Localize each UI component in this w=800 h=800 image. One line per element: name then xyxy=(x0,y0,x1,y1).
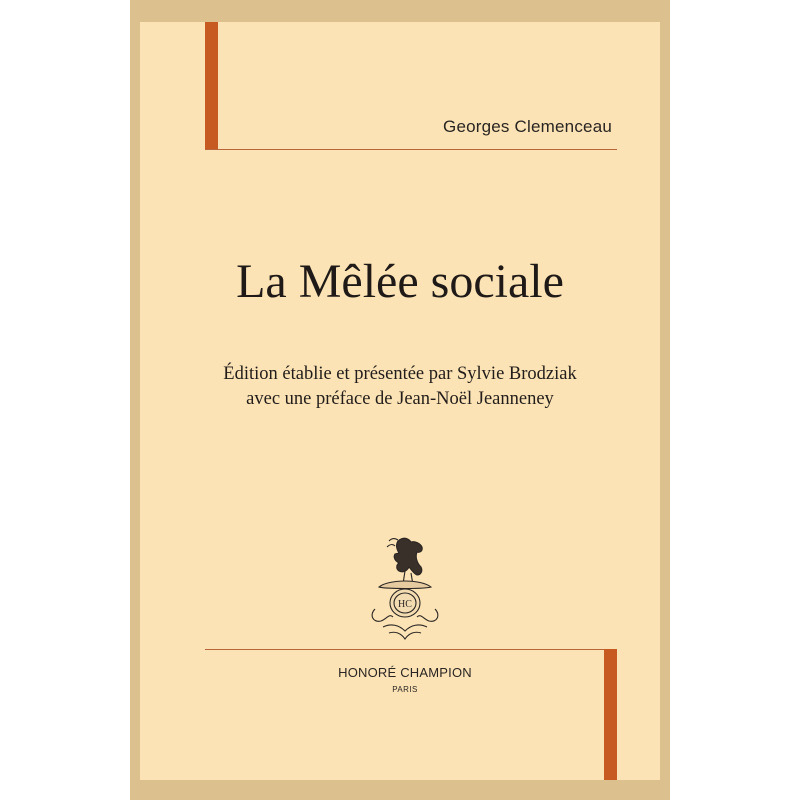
accent-bar-top xyxy=(205,22,218,150)
rule-bottom xyxy=(205,649,613,650)
accent-bar-bottom xyxy=(604,649,617,780)
publisher-name: HONORÉ CHAMPION xyxy=(338,665,472,680)
author-name: Georges Clemenceau xyxy=(443,117,612,136)
svg-text:HC: HC xyxy=(398,599,412,610)
subtitle xyxy=(140,362,660,412)
publisher-city: PARIS xyxy=(392,685,418,694)
cover-panel xyxy=(140,22,660,780)
rule-top xyxy=(205,149,617,150)
book-cover xyxy=(130,0,670,800)
book-title: La Mêlée sociale xyxy=(236,255,564,308)
subtitle-line-editor: Édition établie et présentée par Sylvie Brodziak xyxy=(223,364,577,384)
subtitle-line-preface: avec une préface de Jean-Noël Jeanneney xyxy=(246,389,554,409)
horse-emblem-icon xyxy=(365,527,445,645)
